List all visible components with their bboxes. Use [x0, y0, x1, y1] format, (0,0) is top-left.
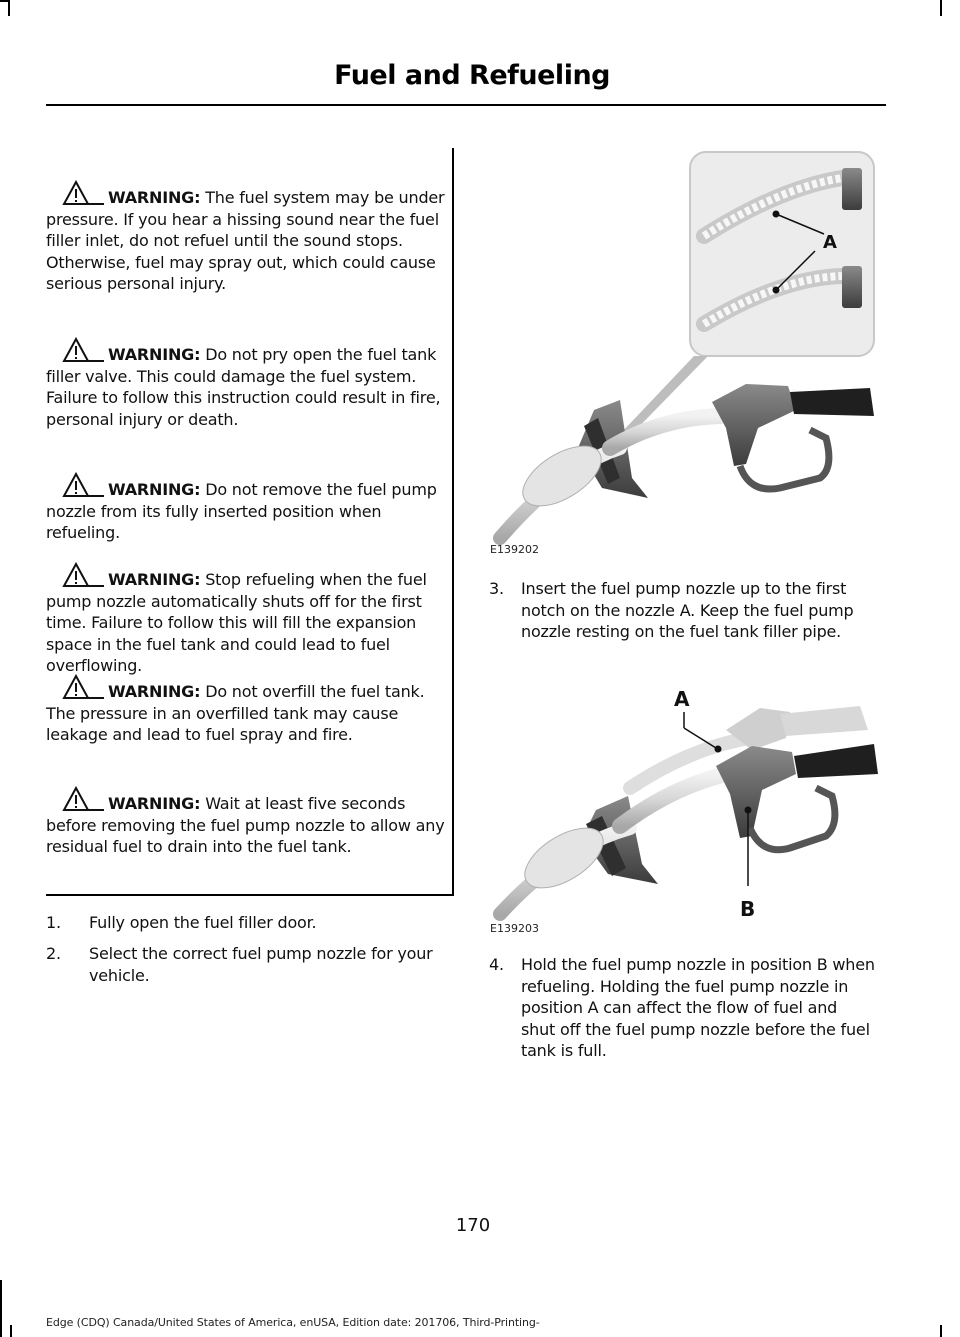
step-text: Fully open the fuel filler door. — [89, 913, 317, 932]
warning-text: Stop refueling when the fuel pump nozzle automatically shuts off for the first time. Failure to follow this will fill the expansion space in the fuel tank and could lead to fuel overflowing. — [46, 570, 427, 675]
figure-callout-a: A — [823, 232, 837, 253]
figure-code: E139203 — [490, 922, 539, 934]
section-title: Fuel and Refueling — [334, 60, 610, 91]
warning-text: The fuel system may be under pressure. If you hear a hissing sound near the fuel filler inlet, do not refuel until the sound stops. Otherwise, fuel may spray out, which could cause serious personal injury. — [46, 188, 445, 293]
warning-keyword: WARNING: — [108, 794, 201, 813]
warning-triangle-icon — [60, 337, 104, 363]
warning-triangle-icon — [60, 786, 104, 812]
crop-mark — [940, 1325, 942, 1337]
warning-triangle-icon — [60, 472, 104, 498]
warning-keyword: WARNING: — [108, 188, 201, 207]
warning-text: Wait at least five seconds before removing the fuel pump nozzle to allow any residual fuel to drain into the fuel tank. — [46, 794, 445, 856]
header-rule — [46, 104, 886, 106]
warning-keyword: WARNING: — [108, 480, 201, 499]
nozzle-notch-illustration — [490, 148, 880, 558]
warning-text: Do not pry open the fuel tank filler valve. This could damage the fuel system. Failure to follow this instruction could result in fire, personal injury or death. — [46, 345, 441, 429]
warning-4 — [46, 562, 446, 677]
step-number: 3. — [489, 579, 504, 598]
warning-keyword: WARNING: — [108, 570, 201, 589]
figure-callout-b: B — [740, 897, 756, 921]
warning-keyword: WARNING: — [108, 682, 201, 701]
step-text: Insert the fuel pump nozzle up to the first notch on the nozzle A. Keep the fuel pump nozzle resting on the fuel tank filler pipe. — [521, 579, 854, 641]
step-number: 2. — [46, 944, 61, 963]
warning-3 — [46, 472, 446, 544]
step-text: Select the correct fuel pump nozzle for your vehicle. — [89, 944, 433, 985]
warning-triangle-icon — [60, 562, 104, 588]
crop-mark — [940, 0, 942, 16]
warning-1 — [46, 180, 446, 295]
page-number: 170 — [455, 1215, 491, 1236]
warnings-box — [46, 148, 454, 896]
crop-mark — [10, 1325, 12, 1337]
warning-5 — [46, 674, 446, 746]
nozzle-position-illustration — [490, 678, 880, 934]
warning-triangle-icon — [60, 674, 104, 700]
crop-mark — [0, 1280, 2, 1337]
warning-text: Do not overfill the fuel tank. The pressure in an overfilled tank may cause leakage and lead to fuel spray and fire. — [46, 682, 425, 744]
warning-triangle-icon — [60, 180, 104, 206]
step-number: 4. — [489, 955, 504, 974]
figure-code: E139202 — [490, 543, 539, 556]
step-text: Hold the fuel pump nozzle in position B when refueling. Holding the fuel pump nozzle in position A can affect the flow of fuel and shut off the fuel pump nozzle before the fuel tank is full. — [521, 955, 875, 1060]
footer-text: Edge (CDQ) Canada/United States of America, enUSA, Edition date: 201706, Third-Printing- — [46, 1316, 540, 1329]
warning-keyword: WARNING: — [108, 345, 201, 364]
warning-text: Do not remove the fuel pump nozzle from its fully inserted position when refueling. — [46, 480, 437, 542]
crop-mark — [8, 0, 10, 16]
warning-6 — [46, 786, 446, 858]
figure-callout-a: A — [674, 687, 690, 711]
step-number: 1. — [46, 913, 61, 932]
warning-2 — [46, 337, 446, 430]
